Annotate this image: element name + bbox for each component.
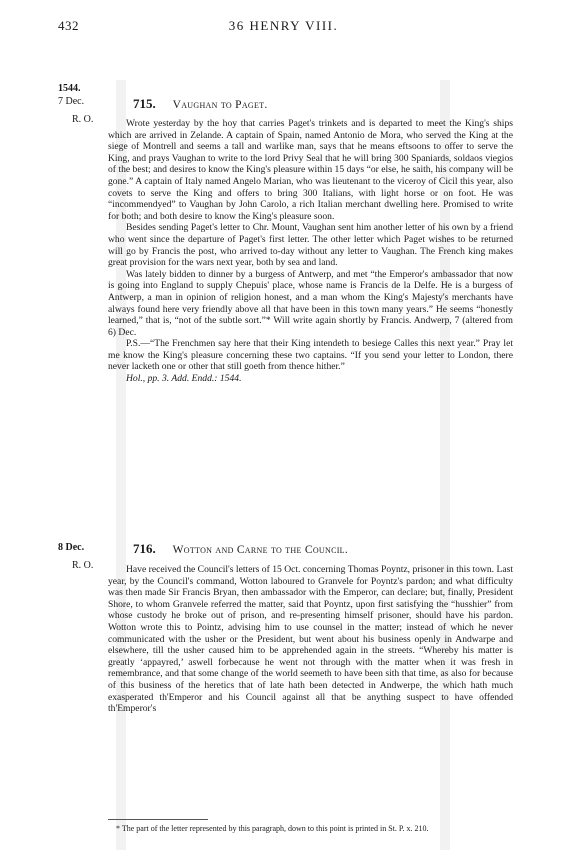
page-header	[0, 16, 567, 40]
entry-715-paragraph-4: P.S.—“The Frenchmen say here that their King intendeth to besiege Calles this next year.” Pray let me know the King's pleasure concerning these two captains. “If you send your letter to London, there never lacketh one or other that still goeth from thence hither.”	[108, 338, 513, 373]
entry-716-source: R. O.	[72, 560, 94, 571]
entry-715-parties: Vaughan to Paget.	[172, 99, 268, 111]
entry-716-parties: Wotton and Carne to the Council.	[172, 544, 349, 556]
entry-715-body	[108, 118, 513, 385]
running-title: 36 HENRY VIII.	[228, 18, 339, 33]
entry-715-source: R. O.	[72, 114, 94, 125]
footnote-rule	[108, 819, 208, 820]
entry-715-year: 1544.	[58, 83, 81, 94]
entry-716-paragraph-1: Have received the Council's letters of 15 Oct. concerning Thomas Poyntz, prisoner in this town. Last year, by the Council's command, Wotton laboured to Granvele for Poyntz's pardon; and what difficulty was then made Sir Francis Bryan, then ambassador with the Emperor, can declare; but, finally, President Shore, to whom Granvele referred the matter, said that Poyntz, upon first satisfying the “husshier” from whose custody he broke out of prison, and re-presenting himself prisoner, should have his pardon. Wotton wrote this to Pointz, advising him to use counsel in the matter; instead of which he never communicated with the usher or the President, but went about his business openly in Andwarpe and elsewhere, till the usher caused him to be apprehended again in the streets. “Whereby his matter is greatly ‘appayred,’ aswell forbecause he went not through with the matter when it was fresh in remembrance, and that some change of the world seemeth to have been sith that time, as also for because of this business of the heretics that of late hath been detected in Andwerpe, the which hath much exasperated th'Emperor and his Council against all that be anything suspect to have offended th'Emperor's	[108, 564, 513, 715]
entry-715-endorsement: Hol., pp. 3. Add. Endd.: 1544.	[126, 373, 242, 385]
entry-715-paragraph-1: Wrote yesterday by the hoy that carries Paget's trinkets and is departed to meet the King's ships which are arrived in Zelande. A captain of Spain, named Antonio de Mora, who served the King at the siege of Montrell and seems a tall and warlike man, says that he means eftsoons to offer to serve the King, and prays Vaughan to write to the lord Privy Seal that he will bring 300 Spaniards, soldaos viegios of the best; and desires to know the King's pleasure within 15 days “or else, he saith, his company will be gone.” A captain of Italy named Angelo Marian, who was lieutenant to the viceroy of Cicil this year, also covets to serve the King and offers to bring 300 Italians, with light horse or on foot. He was “incommendyed” to Vaughan by John Carolo, a rich Italian merchant dwelling here. Promised to write for both; and both desire to know the King's pleasure soon.	[108, 118, 513, 222]
entry-715-paragraph-3: Was lately bidden to dinner by a burgess of Antwerp, and met “the Emperor's ambassador that now is going into England to supply Chepuis' place, whose name is Francis de la Delfe. He is a burgess of Antwerp, a man in opinion of religion honest, and a man whom the King's Majesty's merchants have always found here very friendly above all that have been in this town many years.” He seems “honestly learned,” that is, “not of the subtle sort.”* Will write again shortly by Francis. Andwerp, 7 (altered from 6) Dec.	[108, 268, 513, 338]
entry-715-date: 7 Dec.	[58, 96, 85, 107]
footnote	[108, 824, 513, 834]
page-number: 432	[58, 18, 79, 33]
footnote-text: * The part of the letter represented by this paragraph, down to this point is printed in St. P. x. 210.	[116, 824, 429, 833]
entry-716-body	[108, 564, 513, 715]
entry-715-number: 715.	[133, 96, 156, 111]
entry-715-endorsement-line	[108, 373, 513, 385]
entry-715-heading	[133, 96, 513, 112]
entry-715-paragraph-2: Besides sending Paget's letter to Chr. Mount, Vaughan sent him another letter of his own by a friend who went since the departure of Paget's first letter. The other letter which Paget wishes to be returned will go by Francis the post, who arrived to-day without any letter to Vaughan. The French king makes great provision for the wars next year, both by sea and land.	[108, 222, 513, 269]
entry-716-date: 8 Dec.	[58, 542, 85, 553]
entry-716-heading	[133, 541, 513, 557]
entry-716-number: 716.	[133, 541, 156, 556]
